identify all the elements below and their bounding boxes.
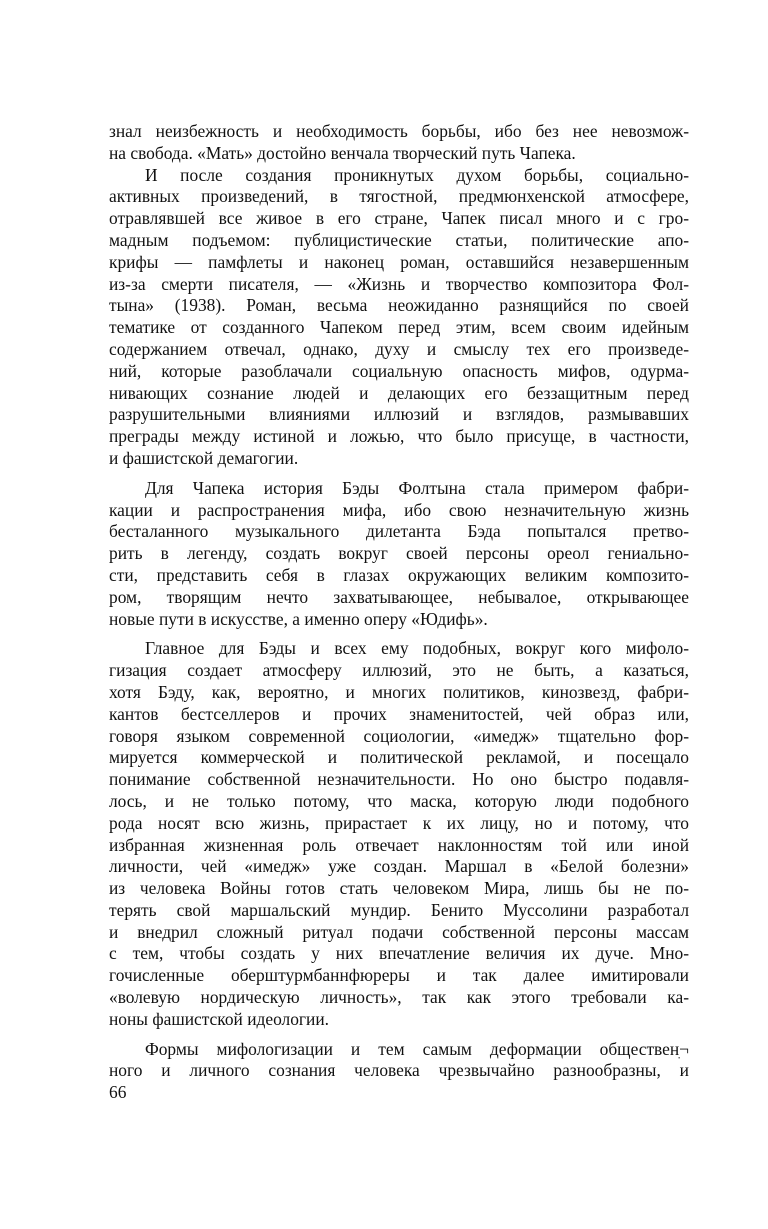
text-line: активных произведений, в тягостной, предмюнхенской атмосфере, xyxy=(109,186,689,207)
text-line: из-за смерти писателя, — «Жизнь и творчество композитора Фол- xyxy=(109,273,689,294)
text-line: лось, и не только потому, что маска, которую люди подобного xyxy=(109,790,689,811)
text-line: мируется коммерческой и политической рекламой, и посещало xyxy=(109,747,689,768)
text-line: знал неизбежность и необходимость борьбы, ибо без нее невозмож- xyxy=(109,121,689,141)
text-line: Главное для Бэды и всех ему подобных, вокруг кого мифоло- xyxy=(145,638,689,659)
text-line: ноны фашистской идеологии. xyxy=(109,1008,329,1029)
text-line: ний, которые разоблачали социальную опасность мифов, одурма- xyxy=(109,360,689,381)
text-line: «волевую нордическую личность», так как этого требовали ка- xyxy=(109,987,689,1008)
text-line: сти, представить себя в глазах окружающих великим композито- xyxy=(109,564,689,585)
text-line: личности, чей «имедж» уже создан. Маршал в «Белой болезни» xyxy=(109,856,689,877)
text-line: и фашистской демагогии. xyxy=(109,447,299,468)
text-line: тематике от созданного Чапеком перед этим, всем своим идейным xyxy=(109,317,689,338)
text-line: из человека Войны готов стать человеком Мира, лишь бы не по- xyxy=(109,878,689,899)
text-line: на свобода. «Мать» достойно венчала творческий путь Чапека. xyxy=(109,142,576,163)
text-line: избранная жизненная роль отвечает наклонностям той или иной xyxy=(109,834,689,855)
text-line: отравлявшей все живое в его стране, Чапек писал много и с гро- xyxy=(109,208,689,229)
text-line: терять свой маршальский мундир. Бенито Муссолини разработал xyxy=(109,899,689,920)
text-line: кантов бестселлеров и прочих знаменитостей, чей образ или, xyxy=(109,703,689,724)
text-line: хотя Бэду, как, вероятно, и многих политиков, кинозвезд, фабри- xyxy=(109,681,689,702)
paragraph xyxy=(109,478,689,631)
text-line: гочисленные оберштурмбаннфюреры и так далее имитировали xyxy=(109,965,689,986)
text-line: крифы — памфлеты и наконец роман, оставшийся незавершенным xyxy=(109,251,689,272)
text-line: нивающих сознание людей и делающих его беззащитным перед xyxy=(109,382,689,403)
text-line: разрушительными влияниями иллюзий и взглядов, размывавших xyxy=(109,404,689,425)
text-line: тына» (1938). Роман, весьма неожиданно разнящийся по своей xyxy=(109,295,689,316)
text-line: Для Чапека история Бэды Фолтына стала примером фабри- xyxy=(145,477,689,498)
paragraph xyxy=(109,1039,689,1083)
text-line: и внедрил сложный ритуал подачи собственной персоны массам xyxy=(109,921,689,942)
text-line: с тем, чтобы создать у них впечатление величия их дуче. Мно- xyxy=(109,943,689,964)
paragraph xyxy=(109,165,689,470)
text-line: ром, творящим нечто захватывающее, небывалое, открывающее xyxy=(109,586,689,607)
text-line: И после создания проникнутых духом борьбы, социально- xyxy=(145,164,689,185)
text-line: понимание собственной незначительности. Но оно быстро подавля- xyxy=(109,769,689,790)
text-line: ного и личного сознания человека чрезвычайно разнообразны, и xyxy=(109,1060,689,1081)
text-line: говоря языком современной социологии, «имедж» тщательно фор- xyxy=(109,725,689,746)
text-line: рить в легенду, создать вокруг своей персоны ореол гениально- xyxy=(109,543,689,564)
text-line: Формы мифологизации и тем самым деформации общественׅ¬ xyxy=(145,1038,689,1059)
text-line: содержанием отвечал, однако, духу и смыслу тех его произведе- xyxy=(109,338,689,359)
text-line: гизация создает атмосферу иллюзий, это не быть, а казаться, xyxy=(109,660,689,681)
text-line: преграды между истиной и ложью, что было присуще, в частности, xyxy=(109,426,689,447)
text-line: мадным подъемом: публицистические статьи, политические апо- xyxy=(109,229,689,250)
text-line: рода носят всю жизнь, прирастает к их лицу, но и потому, что xyxy=(109,812,689,833)
page-body xyxy=(109,121,689,1082)
paragraph xyxy=(109,638,689,1030)
text-line: новые пути в искусстве, а именно оперу «Юдифь». xyxy=(109,608,488,629)
paragraph xyxy=(109,121,689,165)
page-number: 66 xyxy=(109,1082,127,1102)
text-line: бесталанного музыкального дилетанта Бэда попытался претво- xyxy=(109,521,689,542)
text-line: кации и распространения мифа, ибо свою незначительную жизнь xyxy=(109,499,689,520)
